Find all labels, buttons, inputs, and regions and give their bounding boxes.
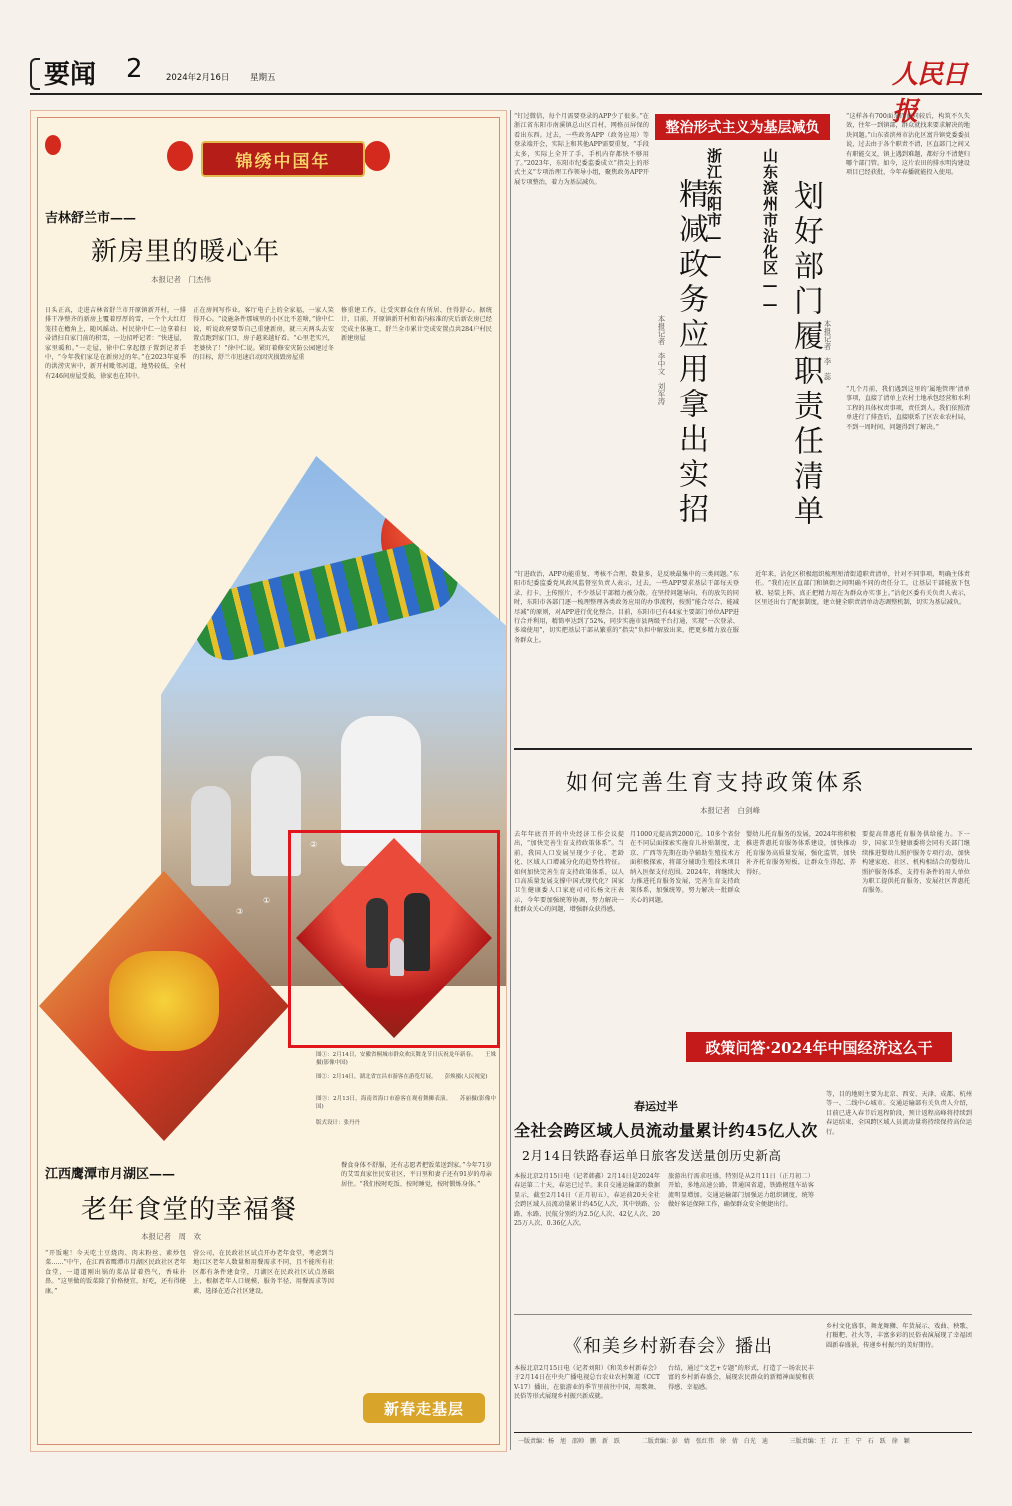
- gov-banner: [655, 114, 830, 140]
- story1-byline: 本报记者 门杰伟: [151, 275, 211, 284]
- photo-caption-3: 图③：2月13日，海南省海口市游客在观看舞狮表演。 苏丽摄(影像中国): [316, 1096, 496, 1110]
- footer-ed3: 王 江 王 宁 石 跃 徐 颖: [819, 1438, 910, 1445]
- paper-logo: 人民日报: [892, 60, 968, 127]
- story1-col3: 修重建工作，让受灾群众住有所居、住得舒心。据统计，目前，开原镇新开村和省内标准的灾后新农房已经完成主体施工，舒兰全市累计完成安置点共284户村民新建房屋: [341, 307, 492, 343]
- footer-ed2-label: 二版责编：: [641, 1438, 672, 1445]
- story2-kicker: 江西鹰潭市月湖区——: [45, 1167, 176, 1182]
- story2-col2: 营公司，在民政社区试点开办老年食堂，考虑到当地江区老年人数量和用餐需求不同，且不能所有社区都有条件建食堂，月湖区在民政社区试点基础上，根据老年人口规模、服务半径、用餐需求等因素，选择在适合社区建设。: [193, 1250, 334, 1295]
- travel-kicker: 春运过半: [634, 1100, 678, 1113]
- stamp-badge: [363, 1393, 485, 1423]
- column-divider: [510, 110, 511, 1450]
- photo-family-lanterns: [288, 830, 500, 1046]
- gala-col2: 台结，通过“文艺+专题”的形式，打造了一场农民丰富的乡村新春盛会，展现农民群众的新精神面貌和获得感、幸福感。: [668, 1365, 814, 1391]
- gov-story-a-byline: 本报记者 李中文 刘军涛: [657, 315, 666, 405]
- footer-ed1-label: 一版责编：: [518, 1438, 549, 1445]
- performer-figure: [191, 786, 231, 886]
- fertility-title: 如何完善生育支持政策体系: [566, 771, 867, 796]
- lion-head: [109, 951, 219, 1051]
- story2-title: 老年食堂的幸福餐: [81, 1195, 298, 1225]
- page-number: 2: [126, 54, 143, 84]
- story1-kicker: 吉林舒兰市——: [45, 211, 137, 226]
- gala-col3: 乡村文化盛事，舞龙舞狮、年货展示、戏曲、秧歌、打糍粑、社火等，丰富多彩的民俗表演展现了幸福团圆新春盛景，传递乡村振兴的美好期待。: [826, 1323, 972, 1349]
- travel-title: 全社会跨区域人员流动量累计约45亿人次: [514, 1121, 818, 1140]
- issue-date: 2024年2月16日: [166, 73, 230, 83]
- qa-banner-text: 政策问答·2024年中国经济这么干: [705, 1038, 933, 1057]
- highlight-box: [288, 830, 500, 1048]
- fertility-col2: 月1000元提高到2000元。10多个省份在不同层面探索实施育儿补贴制度，北京、广西等先期在助孕辅助生殖技术方面积极探索，将部分辅助生殖技术项目纳入医保支付范围。2024年，将继续大力推进托育服务发展，完善生育支持政策体系，加强统筹，努力解决一批群众关心的问题。: [630, 831, 740, 904]
- photo-caption-1: 图①：2月14日，安徽省桐城市群众欢庆舞龙节日庆祝龙年新春。 王姝摄(影像中国): [316, 1052, 496, 1066]
- gov-banner-text: 整治形式主义为基层减负: [665, 120, 820, 136]
- gov-col-left-bottom: “钉进政治，APP功能重复、考核不合理、数量多，是反映最集中的三类问题。”东阳市纪委监委党风政风监督室负责人表示，过去，一些APP要求基层干部每天登录、打卡、上传照片，不少基层干部精力被分散。在坚持问题导向、有的放矢的同时，东阳市各部门逐一梳理整理各类政务应用的办事流程，按照“能合尽合、能减尽减”的原则，对APP进行优化整合。目前，东阳市已有44家主要部门单位APP进行合并利用，精简率达到了52%，同步实施市县两级平台打通，实现“一次登录、多端使用”，切实把基层干部从繁重的“指尖”负担中解放出来，把更多精力放在服务群众上。: [514, 571, 739, 644]
- story1-title: 新房里的暖心年: [91, 237, 281, 267]
- gov-story-a-place: 浙江东阳市——: [705, 148, 723, 266]
- footer-ed1: 杨 旭 邵帅 鹏 新 跃: [548, 1438, 621, 1445]
- gov-col-right-top: “这样各有700面余四面同较后，构筑不久失效，往年一到镇部，群众就找来要求解决的地块问题。”山东省滨州市沾化区富升镇党委委员说，过去由于各个职责不清，区直部门之间又有职能交叉，镇上遇到难题，都好分不清楚归哪个部门管。如今，这片农田的排水明沟建设项目已经获批，今年春播就能投入使用。: [846, 113, 970, 177]
- footer-ed2: 彭 婧 张红伟 徐 倩 白光 迪: [671, 1438, 768, 1445]
- gov-col-left-top: “钉过微信，每个月需要登录的APP少了很多。”在浙江省东阳市南溪镇总山区百村，网格员屏保的看出东西。过去，一些政务APP（政务应用）等登录端开会，实际上和其他APP需要重复，“手段太多，实际上全开了手，手机内存都快不够用了。”2023年，东阳市纪委监委成立“指尖上的形式主义”专项治理工作领导小组，聚焦政务APP开展专项整治，着力为基层减负。: [514, 113, 649, 186]
- festive-special: [30, 110, 507, 1452]
- story1-col1: 日头正高，走进吉林省舒兰市开原镇新开村，一排排干净整齐的新房上覆着厚厚的雪，一个个大红灯笼挂在檐角上，随风摇动。村民徐中仁一边拿着扫帚清扫自家门前的积雪，一边招呼记者：“快进屋，家里暖和。”一走屋，徐中仁拿起摆子置到记者手中，“今年我们家是在新房过的年。”在2023年夏季的洪涝灾害中，新开村毗邻河道，地势较低，全村有246间房屋受损，徐家也在其中。: [45, 307, 186, 380]
- photo-marker-1: ①: [263, 896, 271, 905]
- gala-title: 《和美乡村新春会》播出: [564, 1336, 773, 1357]
- gov-col-right-bottom: 近年来，沾化区积极组织梳理厘清街道职责清单，针对不同事项，明确主体责任。“我们在区直部门和镇街之间明确不同的责任分工，让基层干部能放下包袱、轻装上阵，真正把精力用在为群众办实事上。”沾化区委有关负责人表示，区里还出台了配套制度，建立健全职责清单动态调整机制，切实为基层减负。: [755, 571, 970, 607]
- travel-subtitle: 2月14日铁路春运单日旅客发送量创历史新高: [522, 1148, 782, 1163]
- masthead-rule: [30, 93, 982, 95]
- footer-rule: [514, 1432, 972, 1433]
- story1-col2: 正在房间写作业。客厅电子上的全家福，一家人笑得开心。“设施条件那城里的小区比不差啥，”徐中仁说，听说政府要帮自己重建新房，就三天两头去安置点跑到家门口，房子越来越好看。“心里老实兴，老婆快了！”徐中仁说。紧盯着修安灾防公园建过冬的目标，舒兰市迅速启动因灾损毁房屋重: [193, 307, 334, 362]
- photo-marker-2: ②: [310, 840, 318, 849]
- footer-ed3-label: 三版责编：: [789, 1438, 820, 1445]
- design-credit: 版式设计：张丹丹: [316, 1120, 361, 1126]
- footer-editors: [518, 1436, 972, 1448]
- festive-banner: [201, 141, 365, 177]
- issue-weekday: 星期五: [250, 73, 276, 83]
- qa-banner: [686, 1032, 952, 1062]
- fertility-byline: 本报记者 白剑峰: [700, 806, 760, 815]
- story2-byline: 本报记者 周 欢: [141, 1232, 201, 1241]
- photo-caption-2: 图②：2月14日，湖北省宜昌市游客在游览灯展。 彭焕摄(人民视觉): [316, 1074, 488, 1080]
- gov-story-b-title: 划好部门履职责任清单: [788, 180, 823, 530]
- gov-story-a-title: 精减政务应用拿出实招: [673, 178, 708, 528]
- travel-col2: 旅游出行需求旺盛，特别是从2月11日（正月初二）开始，多地高速公路、普通国省道，铁路枢纽车站客流明显增加。交通运输部门加强运力组织调度，统筹做好客运保障工作，确保群众安全便捷出行。: [668, 1173, 814, 1209]
- section-rule: [514, 748, 972, 750]
- lantern-icon: [167, 141, 193, 171]
- photo-marker-3: ③: [236, 907, 244, 916]
- gov-story-b-byline: 本报记者 李 蕊: [823, 320, 832, 380]
- gov-story-b-place: 山东滨州市沾化区——: [761, 148, 779, 314]
- festive-banner-text: 锦绣中国年: [235, 151, 331, 172]
- fertility-col1: 去年年底召开的中央经济工作会议提出，“加快完善生育支持政策体系”。当前，我国人口发展呈现少子化、老龄化、区域人口增减分化的趋势性特征。如何加快完善生育支持政策体系，以人口高质量发展支撑中国式现代化？国家卫生健康委人口家庭司司长杨文庄表示，今年要加强统筹协调，努力解决一批群众关心的问题，增强群众获得感。: [514, 831, 624, 914]
- travel-col3: 等，目的地则主要为北京、西安、天津、成都、杭州等一、二线中心城市。交通运输部有关负责人介绍，目前已进入春节后返程阶段，预计返程高峰将持续到春运结束，全国跨区域人员流动量将持续保持高位运行。: [826, 1091, 972, 1136]
- masthead: [30, 50, 980, 127]
- gov-col-right-mid: “几个月前，我们遇到这里的‘属地管理’清单事项，直接了清单上农村土地承包经营和水利工程的具体权责事项，责任到人。我们依照清单进行了排查后，直接联系了区农业农村局，不到一周时间，问题得到了解决。”: [846, 386, 970, 431]
- travel-col1: 本报北京2月15日电（记者韩鑫）2月14日是2024年春运第二十天，春运已过半。来自交通运输部的数据显示，截至2月14日（正月初五），春运前20天全社会跨区域人员流动量累计约45亿人次，其中铁路、公路、水路、民航分别约为2.5亿人次、42亿人次、2025万人次、0.36亿人次。: [514, 1173, 660, 1228]
- section-name: 要闻: [44, 60, 97, 90]
- section-bracket: [30, 58, 40, 90]
- section-rule-thin: [514, 1314, 972, 1315]
- gala-col1: 本报北京2月15日电（记者刘阳）《和美乡村新春会》于2月14日在中央广播电视总台农业农村频道（CCTV-17）播出，在旅游业的季节里前往中国，用歌舞、民俗等形式展现乡村振兴新成就。: [514, 1365, 660, 1401]
- fertility-col3: 婴幼儿托育服务的发展，2024年将积极推进普惠托育服务体系建设，加快推动托育服务高质量发展，强化监管，加快补齐托育服务短板，让群众生得起、养得好。: [746, 831, 856, 876]
- story2-col3: 餐食身体不舒服，还有志愿者把饭菜送到家。”今年71岁的艾雪真家住民安社区，平日里和妻子还有91岁的母亲居住。“我们按时吃饭、按时睡觉，按时锻炼身体。”: [341, 1162, 492, 1188]
- stamp-badge-text: 新春走基层: [383, 1399, 464, 1418]
- story2-col1: “开饭啦！今天吃土豆烧肉、肉末粉丝、素炒包菜……”中午，在江西省鹰潭市月湖区民政社区老年食堂，一道道刚出锅的菜品冒着热气，香味扑鼻。“这里做的饭菜除了价格便宜，好吃，还有得健康。”: [45, 1250, 186, 1295]
- fertility-col4: 要提高普惠托育服务供给能力。下一步，国家卫生健康委将会同有关部门继续推进婴幼儿照护服务专项行动，加快构建家庭、社区、机构相结合的婴幼儿照护服务体系，支持有条件的用人单位为职工提供托育服务，发展社区普惠托育服务。: [862, 831, 970, 895]
- lantern-icon: [45, 135, 61, 155]
- lantern-icon: [364, 141, 390, 171]
